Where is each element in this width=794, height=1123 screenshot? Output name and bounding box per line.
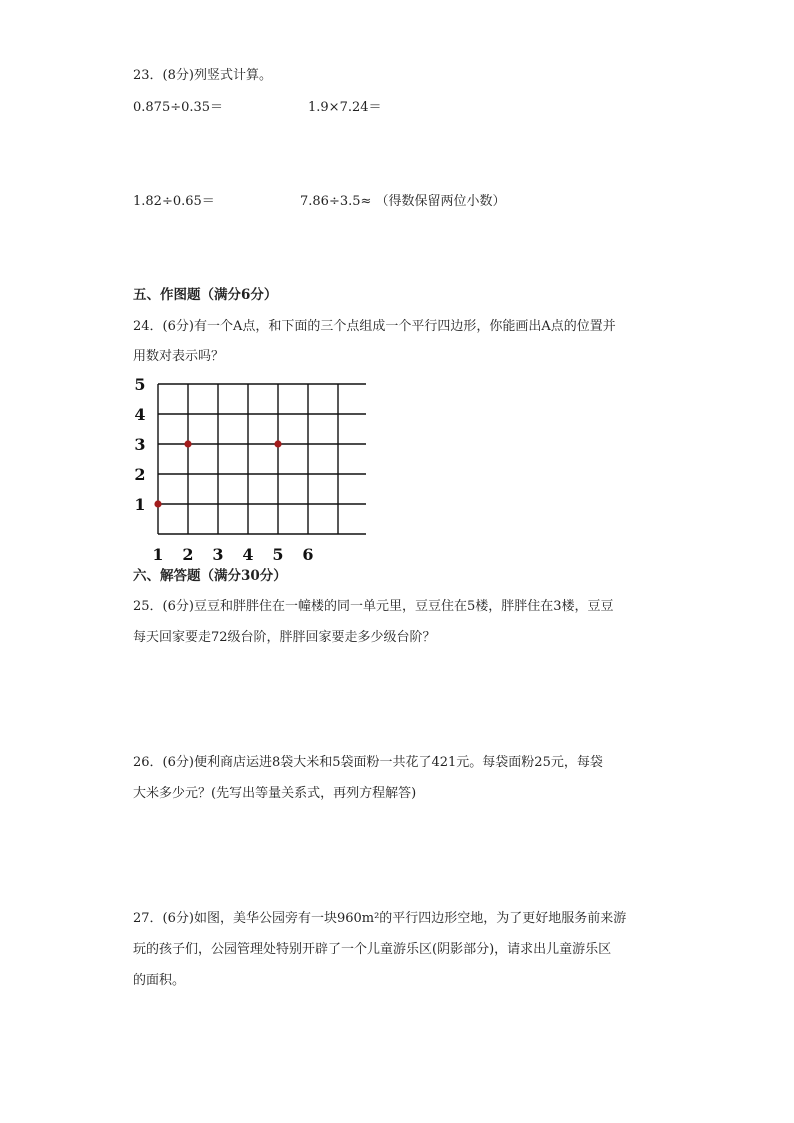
x-axis-tick-label: 3 [212, 545, 224, 562]
q23-expression-2: 1.9×7.24＝ [308, 100, 382, 115]
x-axis-tick-label: 2 [182, 545, 194, 562]
grid-point [184, 440, 191, 447]
section-6-heading: 六、解答题（满分30分） [133, 568, 287, 584]
q26-line-1: 26．(6分)便利商店运进8袋大米和5袋面粉一共花了421元。每袋面粉25元，每袋 [133, 755, 603, 770]
q27-line-1: 27．(6分)如图，美华公园旁有一块960m²的平行四边形空地，为了更好地服务前来游 [133, 911, 627, 926]
q25-line-1: 25．(6分)豆豆和胖胖住在一幢楼的同一单元里，豆豆住在5楼，胖胖住在3楼，豆豆 [133, 599, 614, 614]
q24-line-1: 24．(6分)有一个A点，和下面的三个点组成一个平行四边形，你能画出A点的位置并 [133, 319, 616, 334]
grid-point [154, 500, 161, 507]
q23-expression-1: 0.875÷0.35＝ [133, 100, 224, 115]
q26-line-2: 大米多少元？(先写出等量关系式，再列方程解答) [133, 786, 417, 801]
q23-title: 23．(8分)列竖式计算。 [133, 68, 272, 83]
q24-line-2: 用数对表示吗？ [133, 349, 225, 364]
x-axis-tick-label: 4 [242, 545, 254, 562]
x-axis-tick-label: 5 [272, 545, 284, 562]
x-axis-tick-label: 1 [152, 545, 164, 562]
q27-line-2: 玩的孩子们，公园管理处特别开辟了一个儿童游乐区(阴影部分)，请求出儿童游乐区 [133, 942, 612, 957]
section-5-heading: 五、作图题（满分6分） [133, 287, 278, 303]
y-axis-tick-label: 1 [134, 495, 146, 514]
q23-expression-3: 1.82÷0.65＝ [133, 194, 215, 209]
q25-line-2: 每天回家要走72级台阶，胖胖回家要走多少级台阶？ [133, 630, 436, 645]
grid-point [274, 440, 281, 447]
y-axis-tick-label: 2 [134, 465, 146, 484]
y-axis-tick-label: 5 [134, 376, 146, 394]
coordinate-grid [128, 376, 368, 562]
q27-line-3: 的面积。 [133, 973, 186, 988]
y-axis-tick-label: 3 [134, 435, 146, 454]
y-axis-tick-label: 4 [134, 405, 146, 424]
q23-expression-4: 7.86÷3.5≈ （得数保留两位小数） [300, 194, 506, 209]
x-axis-tick-label: 6 [302, 545, 314, 562]
